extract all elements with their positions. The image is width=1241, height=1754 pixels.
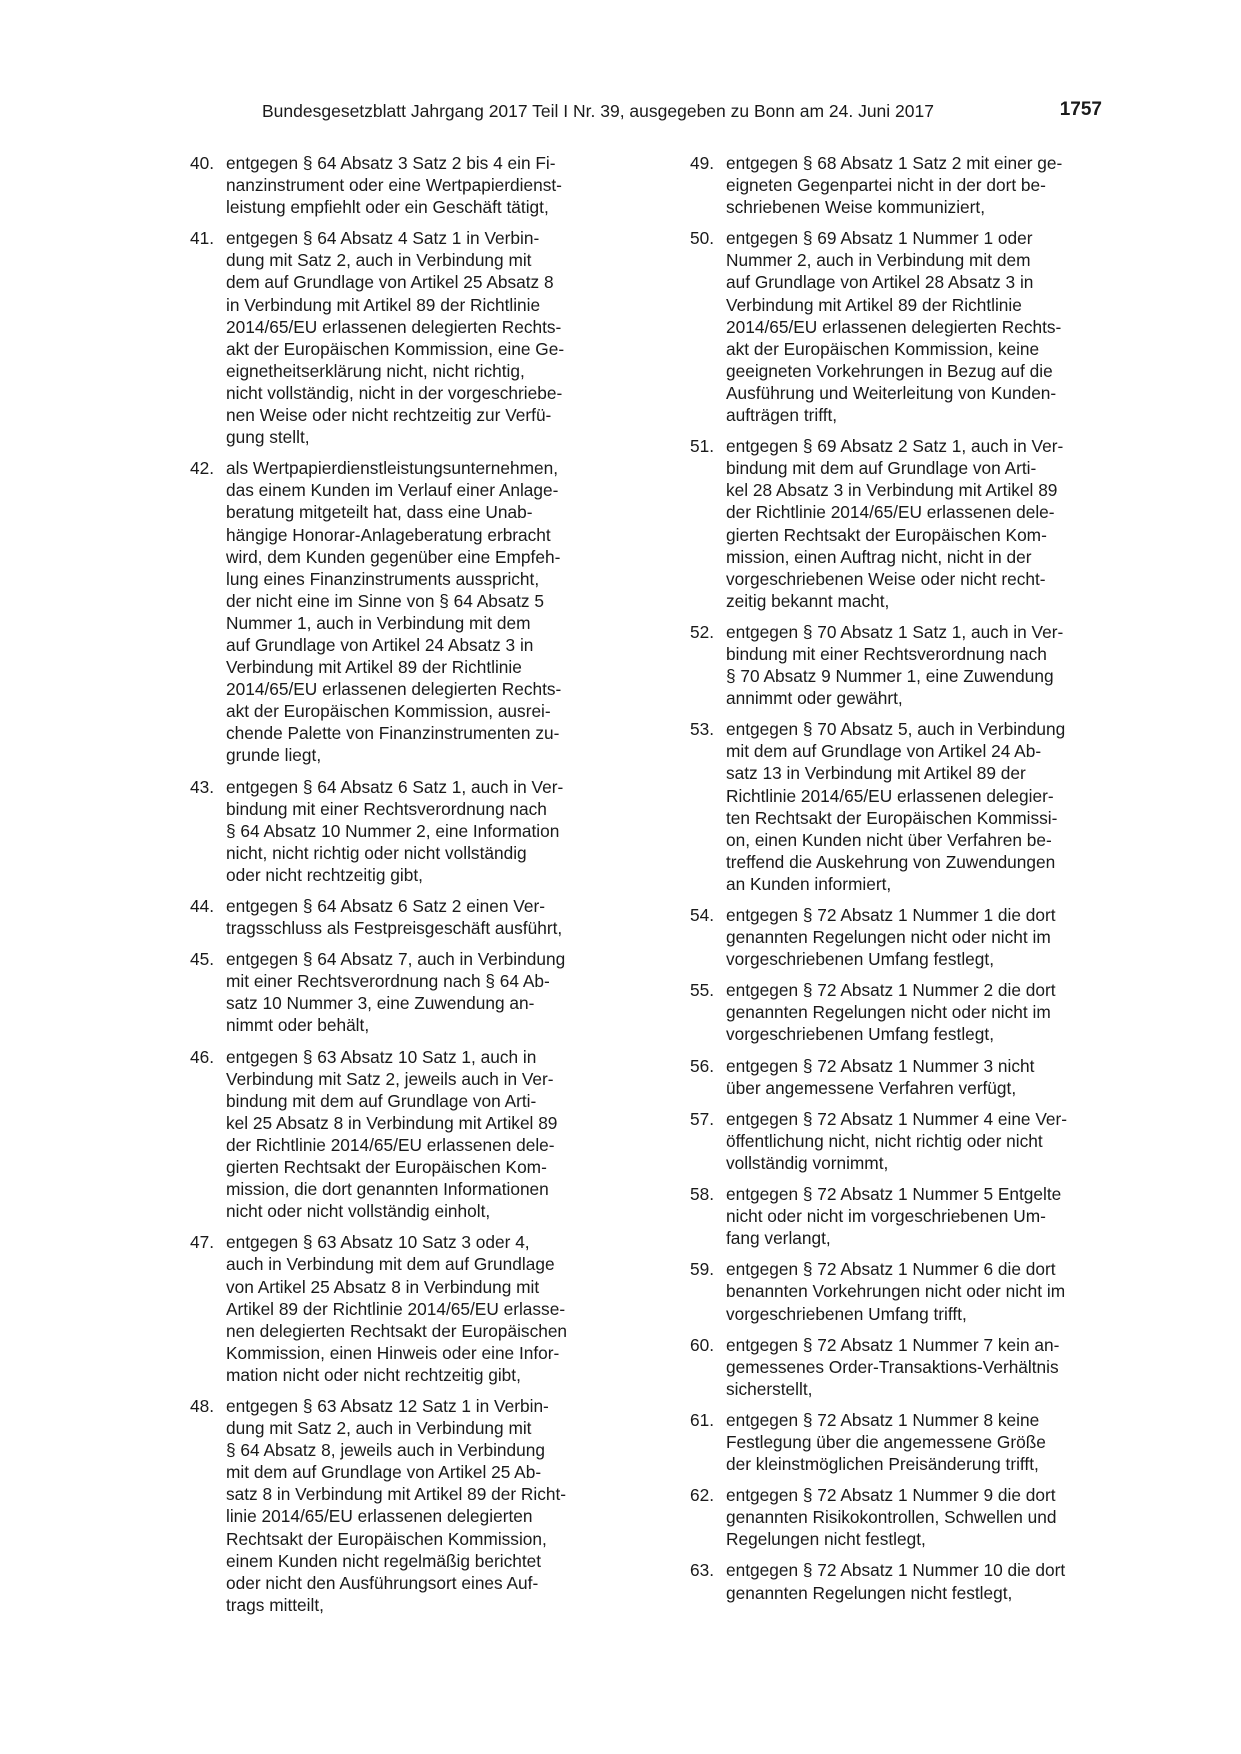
list-item [690, 904, 1110, 970]
item-number: 54. [690, 905, 715, 925]
list-item [190, 895, 610, 939]
item-text: entgegen § 72 Absatz 1 Nummer 2 die dort genannten Regelungen nicht oder nicht im vorgeschriebenen Umfang festlegt, [726, 980, 1056, 1045]
list-item [690, 1258, 1110, 1324]
list-item [690, 1559, 1110, 1603]
item-text: entgegen § 63 Absatz 10 Satz 1, auch in Verbindung mit Satz 2, jeweils auch in Ver- bindung mit dem auf Grundlage von Arti- kel 25 Absatz 8 in Verbindung mit Artikel 89 der Richtlinie 2014/65/EU erlassenen dele- gierten Rechtsakt der Europäischen Kom- mission, die dort genannten Informationen nicht oder nicht vollständig einholt, [226, 1046, 558, 1222]
item-number: 56. [690, 1055, 715, 1076]
list-item [690, 1334, 1110, 1400]
item-text: entgegen § 69 Absatz 1 Nummer 1 oder Nummer 2, auch in Verbindung mit dem auf Grundlage von Artikel 28 Absatz 3 in Verbindung mit Artikel 89 der Richtlinie 2014/65/EU erlassenen delegierten Rechts- akt der Europäischen Kommission, keine geeigneten Vorkehrungen in Bezug auf die Ausführung und Weiterleitung von Kunden- aufträgen trifft, [726, 228, 1062, 426]
item-text: entgegen § 72 Absatz 1 Nummer 7 kein an- gemessenes Order-Transaktions-Verhältnis sicherstellt, [726, 1334, 1060, 1399]
item-number: 58. [690, 1184, 715, 1205]
page-header [262, 100, 1102, 130]
list-item [690, 152, 1110, 218]
item-number: 47. [190, 1232, 215, 1253]
item-number: 52. [690, 621, 715, 642]
item-number: 62. [690, 1485, 715, 1506]
list-item [690, 979, 1110, 1045]
item-text: entgegen § 72 Absatz 1 Nummer 8 keine Festlegung über die angemessene Größe der kleinstmöglichen Preisänderung trifft, [726, 1409, 1046, 1475]
list-item [190, 1231, 610, 1386]
item-number: 40. [190, 153, 215, 173]
item-number: 45. [190, 949, 215, 970]
item-text: entgegen § 72 Absatz 1 Nummer 1 die dort genannten Regelungen nicht oder nicht im vorgeschriebenen Umfang festlegt, [726, 905, 1056, 970]
list-item [190, 152, 610, 218]
item-number: 49. [690, 153, 715, 173]
item-text: entgegen § 63 Absatz 12 Satz 1 in Verbin- dung mit Satz 2, auch in Verbindung mit § 64 Absatz 8, jeweils auch in Verbindung mit dem auf Grundlage von Artikel 25 Ab- satz 8 in Verbindung mit Artikel 89 der Richt- linie 2014/65/EU erlassenen delegierten Rechtsakt der Europäischen Kommission, einem Kunden nicht regelmäßig berichtet oder nicht den Ausführungsort eines Auf- trags mitteilt, [226, 1395, 567, 1615]
item-number: 41. [190, 228, 215, 249]
list-item [690, 1484, 1110, 1550]
item-number: 48. [190, 1395, 215, 1416]
item-text: entgegen § 64 Absatz 4 Satz 1 in Verbin- dung mit Satz 2, auch in Verbindung mit dem auf Grundlage von Artikel 25 Absatz 8 in Verbindung mit Artikel 89 der Richtlinie 2014/65/EU erlassenen delegierten Rechts- akt der Europäischen Kommission, eine Ge- eignetheitserklärung nicht, nicht richtig, nicht vollständig, nicht in der vorgeschriebe- nen Weise oder nicht rechtzeitig zur Verfü- gung stellt, [226, 228, 565, 448]
list-item [190, 948, 610, 1036]
item-number: 46. [190, 1046, 215, 1067]
item-text: entgegen § 70 Absatz 1 Satz 1, auch in Ver- bindung mit einer Rechtsverordnung nach § 70 Absatz 9 Nummer 1, eine Zuwendung annimmt oder gewährt, [726, 621, 1064, 709]
item-text: entgegen § 64 Absatz 6 Satz 1, auch in Ver- bindung mit einer Rechtsverordnung nach § 64 Absatz 10 Nummer 2, eine Information nicht, nicht richtig oder nicht vollständig oder nicht rechtzeitig gibt, [226, 776, 564, 885]
item-number: 55. [690, 980, 715, 1001]
item-text: entgegen § 72 Absatz 1 Nummer 6 die dort benannten Vorkehrungen nicht oder nicht im vorgeschriebenen Umfang trifft, [726, 1259, 1066, 1324]
item-number: 60. [690, 1334, 715, 1355]
list-item [190, 1046, 610, 1223]
list-item [690, 718, 1110, 895]
list-item [190, 457, 610, 766]
item-text: entgegen § 72 Absatz 1 Nummer 5 Entgelte nicht oder nicht im vorgeschriebenen Um- fang verlangt, [726, 1184, 1062, 1249]
item-text: entgegen § 63 Absatz 10 Satz 3 oder 4, auch in Verbindung mit dem auf Grundlage von Artikel 25 Absatz 8 in Verbindung mit Artikel 89 der Richtlinie 2014/65/EU erlasse- nen delegierten Rechtsakt der Europäischen Kommission, einen Hinweis oder eine Infor- mation nicht oder nicht rechtzeitig gibt, [226, 1232, 568, 1385]
item-text: entgegen § 70 Absatz 5, auch in Verbindung mit dem auf Grundlage von Artikel 24 Ab- satz 13 in Verbindung mit Artikel 89 der Richtlinie 2014/65/EU erlassenen delegier- ten Rechtsakt der Europäischen Kommissi- on, einen Kunden nicht über Verfahren be- treffend die Auskehrung von Zuwendungen an Kunden informiert, [726, 719, 1066, 894]
item-text: entgegen § 69 Absatz 2 Satz 1, auch in Ver- bindung mit dem auf Grundlage von Arti- kel 28 Absatz 3 in Verbindung mit Artikel 89 der Richtlinie 2014/65/EU erlassenen dele- gierten Rechtsakt der Europäischen Kom- mission, einen Auftrag nicht, nicht in der vorgeschriebenen Weise oder nicht recht- zeitig bekannt macht, [726, 436, 1064, 611]
item-number: 42. [190, 458, 215, 479]
item-text: entgegen § 72 Absatz 1 Nummer 10 die dort genannten Regelungen nicht festlegt, [726, 1560, 1066, 1603]
list-item [190, 776, 610, 886]
item-number: 44. [190, 896, 215, 916]
item-number: 63. [690, 1560, 715, 1581]
item-text: entgegen § 72 Absatz 1 Nummer 9 die dort genannten Risikokontrollen, Schwellen und Regelungen nicht festlegt, [726, 1485, 1057, 1550]
item-text: entgegen § 64 Absatz 3 Satz 2 bis 4 ein Fi- nanzinstrument oder eine Wertpapierdienst- leistung empfiehlt oder ein Geschäft tätigt, [226, 153, 562, 218]
list-item [690, 1183, 1110, 1249]
item-number: 59. [690, 1259, 715, 1280]
list-item [690, 1108, 1110, 1174]
list-item [690, 435, 1110, 612]
item-text: entgegen § 72 Absatz 1 Nummer 4 eine Ver- öffentlichung nicht, nicht richtig oder nicht vollständig vornimmt, [726, 1108, 1068, 1173]
header-title: Bundesgesetzblatt Jahrgang 2017 Teil I Nr. 39, ausgegeben zu Bonn am 24. Juni 2017 [262, 101, 934, 121]
left-column [190, 152, 610, 1625]
list-item [690, 227, 1110, 426]
item-text: entgegen § 64 Absatz 7, auch in Verbindung mit einer Rechtsverordnung nach § 64 Ab- satz 10 Nummer 3, eine Zuwendung an- nimmt oder behält, [226, 949, 566, 1036]
list-item [690, 1055, 1110, 1099]
item-text: entgegen § 64 Absatz 6 Satz 2 einen Ver- tragsschluss als Festpreisgeschäft ausführt, [226, 896, 563, 939]
item-text: entgegen § 72 Absatz 1 Nummer 3 nicht über angemessene Verfahren verfügt, [726, 1055, 1035, 1098]
item-text: als Wertpapierdienstleistungsunternehmen, das einem Kunden im Verlauf einer Anlage- beratung mitgeteilt hat, dass eine Unab- hängige Honorar-Anlageberatung erbracht wird, dem Kunden gegenüber eine Empfeh- lung eines Finanzinstruments ausspricht, der nicht eine im Sinne von § 64 Absatz 5 Nummer 1, auch in Verbindung mit dem auf Grundlage von Artikel 24 Absatz 3 in Verbindung mit Artikel 89 der Richtlinie 2014/65/EU erlassenen delegierten Rechts- akt der Europäischen Kommission, ausrei- chende Palette von Finanzinstrumenten zu- grunde liegt, [226, 458, 562, 766]
item-number: 57. [690, 1108, 715, 1129]
item-number: 51. [690, 436, 715, 457]
item-number: 61. [690, 1409, 715, 1430]
page-number: 1757 [1059, 99, 1102, 120]
list-item [190, 227, 610, 448]
item-number: 50. [690, 228, 715, 249]
right-column [690, 152, 1110, 1613]
item-number: 53. [690, 719, 715, 740]
item-text: entgegen § 68 Absatz 1 Satz 2 mit einer ge- eigneten Gegenpartei nicht in der dort be- schriebenen Weise kommuniziert, [726, 153, 1063, 218]
list-item [690, 1409, 1110, 1475]
list-item [690, 621, 1110, 709]
list-item [190, 1395, 610, 1616]
item-number: 43. [190, 776, 215, 797]
